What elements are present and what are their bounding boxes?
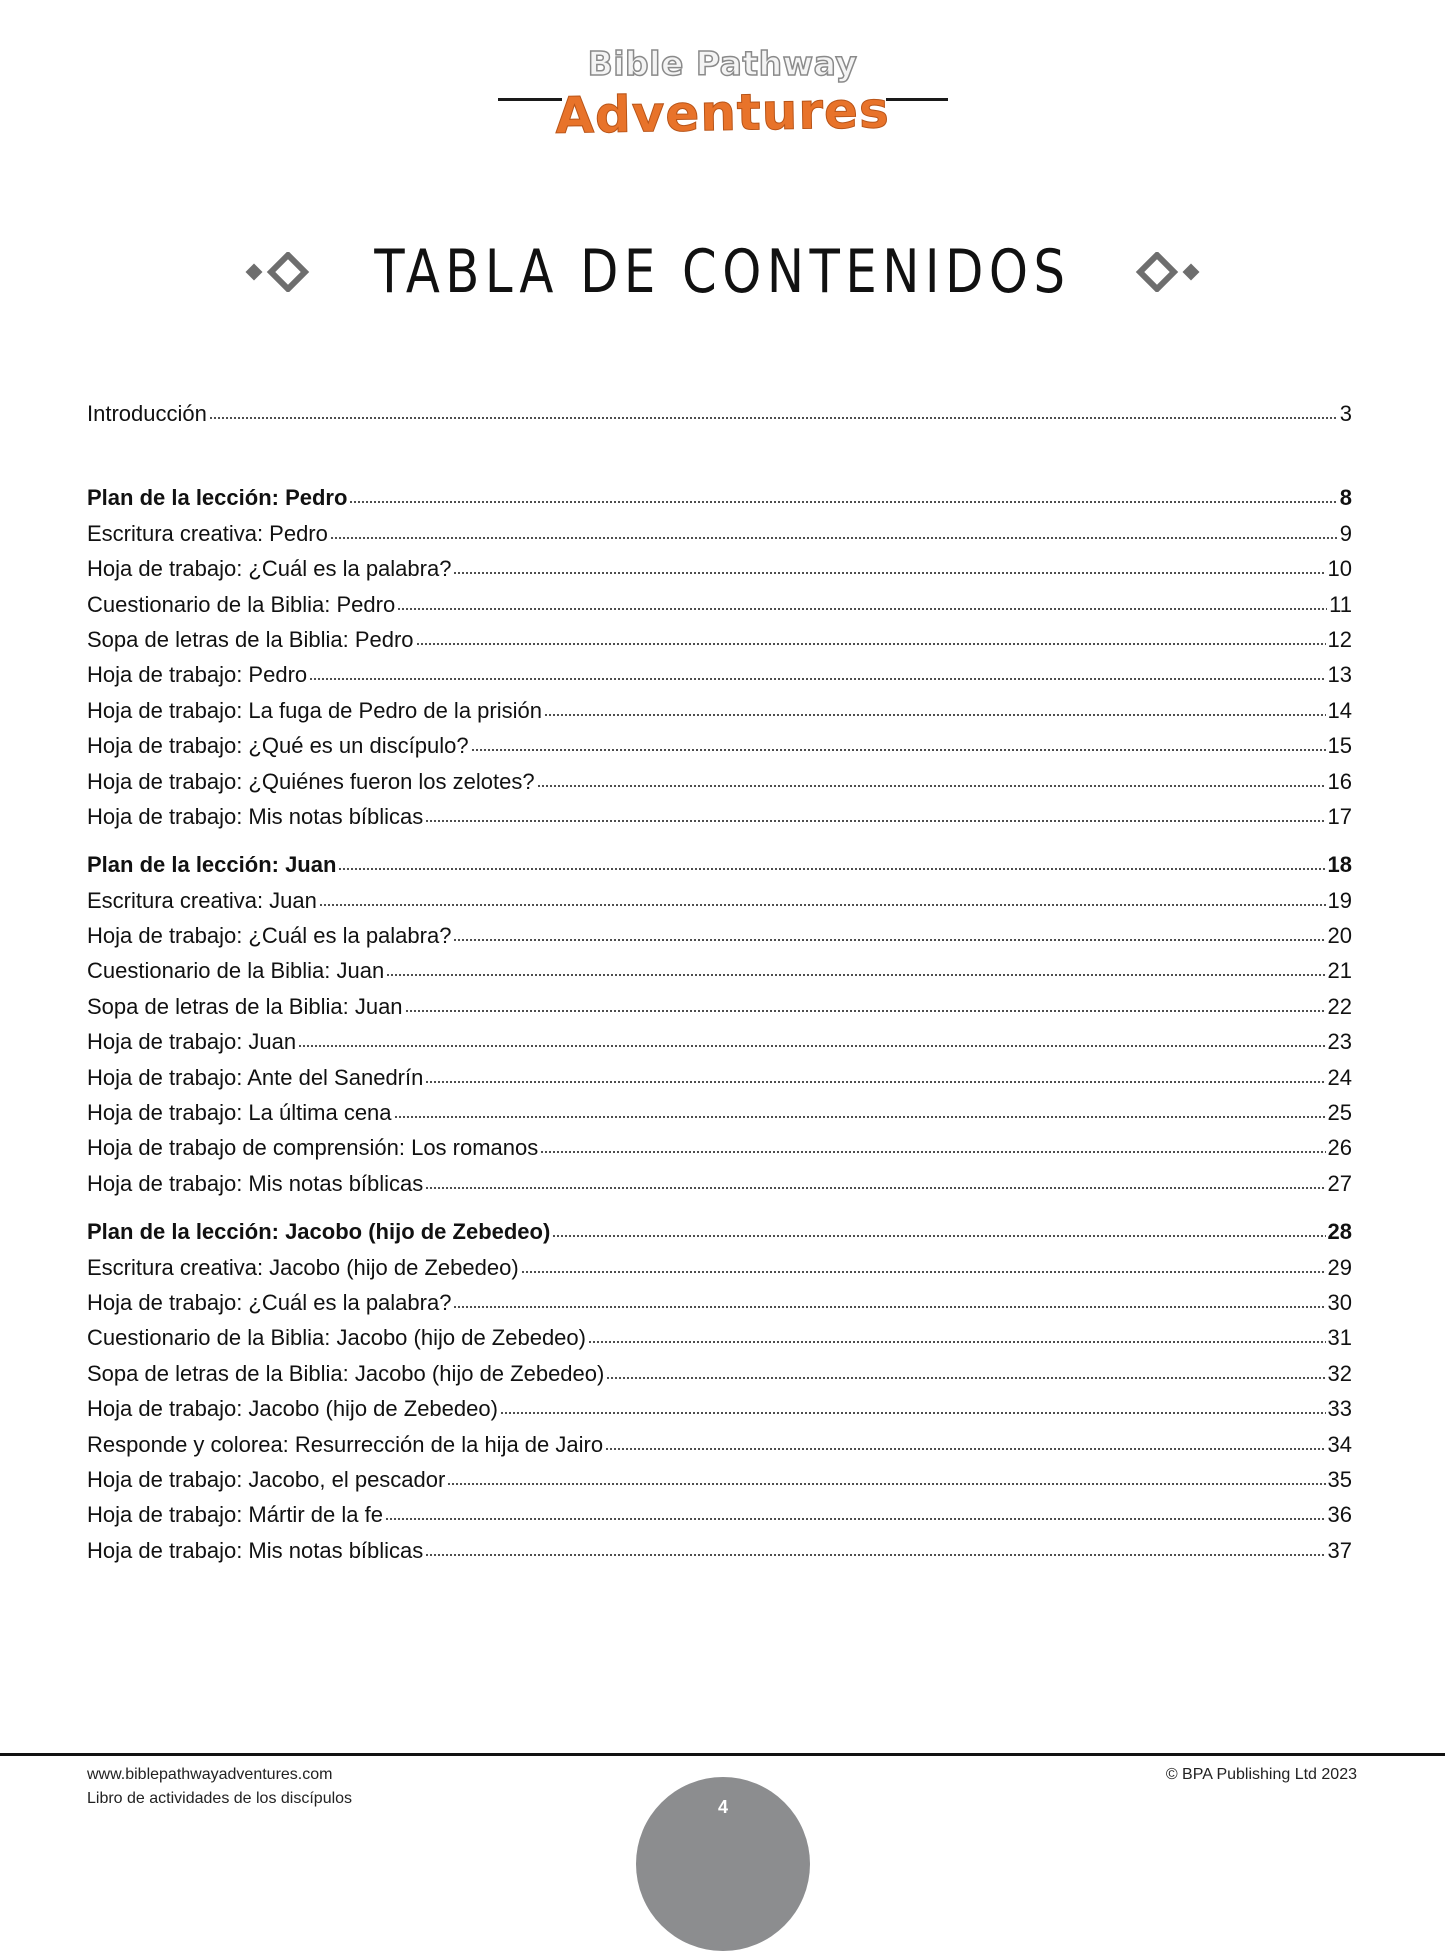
- toc-entry[interactable]: [87, 1396, 1352, 1431]
- toc-entry-title: Plan de la lección: Juan: [87, 852, 337, 878]
- toc-entry-page: 3: [1339, 401, 1352, 426]
- dot-leader: [209, 416, 1338, 420]
- toc-entry-page: 29: [1327, 1254, 1352, 1280]
- toc-entry-page: 22: [1327, 993, 1352, 1019]
- dot-leader: [588, 1340, 1326, 1344]
- toc-entry-page: 13: [1327, 662, 1352, 688]
- toc-entry-title: Sopa de letras de la Biblia: Jacobo (hijo de Zebedeo): [87, 1360, 605, 1386]
- toc-entry[interactable]: [87, 592, 1352, 627]
- toc-entry-title: Hoja de trabajo: Mis notas bíblicas: [87, 1537, 424, 1563]
- logo-text-main: Adventures: [554, 81, 891, 145]
- toc-entry-page: 28: [1327, 1219, 1352, 1245]
- toc-entry[interactable]: [87, 698, 1352, 733]
- toc-entry[interactable]: [87, 1100, 1352, 1135]
- dot-leader: [537, 784, 1326, 788]
- toc-entry-title: Hoja de trabajo: ¿Cuál es la palabra?: [87, 1289, 452, 1315]
- footer-copyright: © BPA Publishing Ltd 2023: [1165, 1766, 1357, 1783]
- toc-entry-page: 8: [1339, 485, 1352, 511]
- toc-entry-page: 19: [1327, 887, 1352, 913]
- toc-entry-title: Hoja de trabajo: ¿Cuál es la palabra?: [87, 556, 452, 582]
- title-row: [0, 232, 1445, 312]
- dot-leader: [453, 938, 1325, 942]
- diamond-ornament-left-icon: [242, 252, 318, 292]
- toc-entry[interactable]: [87, 1361, 1352, 1396]
- toc-entry[interactable]: [87, 1029, 1352, 1064]
- toc-entry-page: 32: [1327, 1360, 1352, 1386]
- dot-leader: [349, 500, 1337, 504]
- dot-leader: [606, 1376, 1325, 1380]
- dot-leader: [540, 1150, 1325, 1154]
- toc-section-heading[interactable]: [87, 852, 1352, 887]
- toc-section-heading[interactable]: [87, 485, 1352, 520]
- toc-entry[interactable]: [87, 733, 1352, 768]
- toc-entry[interactable]: [87, 556, 1352, 591]
- toc-entry-page: 11: [1329, 591, 1352, 617]
- toc-entry-title: Escritura creativa: Pedro: [87, 520, 328, 546]
- dot-leader: [425, 1553, 1325, 1557]
- toc-entry-page: 12: [1327, 626, 1352, 652]
- toc-entry[interactable]: [87, 1290, 1352, 1325]
- footer-left: [87, 1763, 352, 1811]
- dot-leader: [521, 1270, 1326, 1274]
- toc-entry-page: 24: [1327, 1064, 1352, 1090]
- toc-entry-title: Hoja de trabajo: Pedro: [87, 662, 308, 688]
- toc-entry[interactable]: [87, 804, 1352, 839]
- toc-entry[interactable]: [87, 888, 1352, 923]
- dot-leader: [425, 819, 1325, 823]
- footer-book-title: Libro de actividades de los discípulos: [87, 1790, 353, 1807]
- toc-entry-title: Sopa de letras de la Biblia: Juan: [87, 993, 403, 1019]
- dot-leader: [552, 1234, 1325, 1238]
- toc-entry-title: Plan de la lección: Pedro: [87, 485, 348, 511]
- dot-leader: [425, 1080, 1325, 1084]
- toc-entry[interactable]: [87, 994, 1352, 1029]
- table-of-contents: [87, 401, 1352, 1573]
- dot-leader: [405, 1009, 1326, 1013]
- dot-leader: [425, 1186, 1325, 1190]
- toc-entry-title: Introducción: [87, 401, 207, 426]
- dot-leader: [309, 677, 1325, 681]
- spacer: [87, 1206, 1352, 1219]
- dot-leader: [385, 1517, 1326, 1521]
- toc-entry[interactable]: [87, 1538, 1352, 1573]
- dot-leader: [471, 748, 1326, 752]
- toc-entry-page: 27: [1327, 1170, 1352, 1196]
- toc-entry[interactable]: [87, 1255, 1352, 1290]
- toc-entry[interactable]: [87, 769, 1352, 804]
- dot-leader: [319, 903, 1326, 907]
- page-title: TABLA DE CONTENIDOS: [374, 237, 1071, 307]
- toc-entry-page: 9: [1339, 520, 1352, 546]
- toc-entry-page: 14: [1327, 697, 1352, 723]
- toc-entry-title: Hoja de trabajo: La fuga de Pedro de la prisión: [87, 697, 542, 723]
- toc-entry[interactable]: [87, 1325, 1352, 1360]
- toc-entry[interactable]: [87, 662, 1352, 697]
- dot-leader: [397, 607, 1327, 611]
- toc-entry-page: 15: [1327, 733, 1352, 759]
- toc-entry[interactable]: [87, 923, 1352, 958]
- dot-leader: [447, 1482, 1325, 1486]
- toc-entry-page: 36: [1327, 1502, 1352, 1528]
- toc-entry-title: Hoja de trabajo: ¿Quiénes fueron los zelotes?: [87, 768, 535, 794]
- toc-entry[interactable]: [87, 521, 1352, 556]
- toc-entry-title: Hoja de trabajo: Juan: [87, 1029, 297, 1055]
- toc-entry-title: Plan de la lección: Jacobo (hijo de Zebedeo): [87, 1219, 551, 1245]
- toc-entry-title: Escritura creativa: Juan: [87, 887, 317, 913]
- toc-entry-title: Hoja de trabajo: ¿Qué es un discípulo?: [87, 733, 469, 759]
- toc-entry-page: 26: [1327, 1135, 1352, 1161]
- brand-logo: [0, 40, 1445, 150]
- dot-leader: [544, 713, 1326, 717]
- toc-entry-page: 17: [1327, 803, 1352, 829]
- footer-rule: [0, 1753, 1445, 1756]
- toc-entry-title: Hoja de trabajo: Mis notas bíblicas: [87, 803, 424, 829]
- logo-text-top: Bible Pathway: [587, 44, 858, 83]
- toc-entry-title: Responde y colorea: Resurrección de la hija de Jairo: [87, 1431, 604, 1457]
- toc-entry-page: 37: [1327, 1537, 1352, 1563]
- toc-entry-title: Cuestionario de la Biblia: Pedro: [87, 591, 396, 617]
- toc-entry-title: Escritura creativa: Jacobo (hijo de Zebedeo): [87, 1254, 519, 1280]
- toc-entry-title: Hoja de trabajo: Ante del Sanedrín: [87, 1064, 424, 1090]
- toc-entry-page: 21: [1327, 958, 1352, 984]
- toc-entry-title: Cuestionario de la Biblia: Juan: [87, 958, 385, 984]
- page-number: 4: [717, 1797, 728, 1817]
- toc-entry-page: 18: [1327, 852, 1352, 878]
- dot-leader: [500, 1411, 1326, 1415]
- toc-entry-page: 16: [1327, 768, 1352, 794]
- toc-entry-title: Hoja de trabajo: Mis notas bíblicas: [87, 1170, 424, 1196]
- toc-entry-title: Hoja de trabajo: La última cena: [87, 1100, 392, 1126]
- dot-leader: [298, 1044, 1325, 1048]
- dot-leader: [416, 642, 1326, 646]
- toc-entry-page: 34: [1327, 1431, 1352, 1457]
- dot-leader: [453, 571, 1325, 575]
- toc-entry-title: Hoja de trabajo: ¿Cuál es la palabra?: [87, 923, 452, 949]
- footer-website[interactable]: www.biblepathwayadventures.com: [87, 1766, 333, 1783]
- toc-entry[interactable]: [87, 1432, 1352, 1467]
- toc-entry-page: 31: [1327, 1325, 1352, 1351]
- toc-entry[interactable]: [87, 1065, 1352, 1100]
- toc-entry-intro[interactable]: [87, 401, 1352, 436]
- diamond-ornament-right-icon: [1127, 252, 1203, 292]
- toc-entry-title: Cuestionario de la Biblia: Jacobo (hijo de Zebedeo): [87, 1325, 586, 1351]
- spacer: [87, 436, 1352, 485]
- dot-leader: [605, 1447, 1325, 1451]
- toc-entry[interactable]: [87, 627, 1352, 662]
- toc-entry[interactable]: [87, 958, 1352, 993]
- toc-entry-page: 10: [1327, 556, 1352, 582]
- dot-leader: [386, 973, 1325, 977]
- toc-entry-title: Hoja de trabajo: Jacobo (hijo de Zebedeo): [87, 1396, 498, 1422]
- toc-entry-title: Hoja de trabajo: Jacobo, el pescador: [87, 1466, 446, 1492]
- toc-entry-title: Hoja de trabajo: Mártir de la fe: [87, 1502, 383, 1528]
- dot-leader: [453, 1305, 1325, 1309]
- toc-entry-page: 30: [1327, 1289, 1352, 1315]
- toc-entry-page: 35: [1327, 1466, 1352, 1492]
- dot-leader: [330, 536, 1338, 540]
- toc-entry-page: 20: [1327, 923, 1352, 949]
- toc-entry-title: Sopa de letras de la Biblia: Pedro: [87, 626, 414, 652]
- toc-section-heading[interactable]: [87, 1219, 1352, 1254]
- toc-entry[interactable]: [87, 1467, 1352, 1502]
- toc-entry-page: 25: [1327, 1100, 1352, 1126]
- toc-entry[interactable]: [87, 1502, 1352, 1537]
- dot-leader: [394, 1115, 1326, 1119]
- toc-entry-page: 33: [1327, 1396, 1352, 1422]
- toc-entry[interactable]: [87, 1135, 1352, 1170]
- toc-entry-page: 23: [1327, 1029, 1352, 1055]
- dot-leader: [338, 867, 1325, 871]
- toc-entry-title: Hoja de trabajo de comprensión: Los romanos: [87, 1135, 539, 1161]
- toc-entry[interactable]: [87, 1171, 1352, 1206]
- spacer: [87, 839, 1352, 852]
